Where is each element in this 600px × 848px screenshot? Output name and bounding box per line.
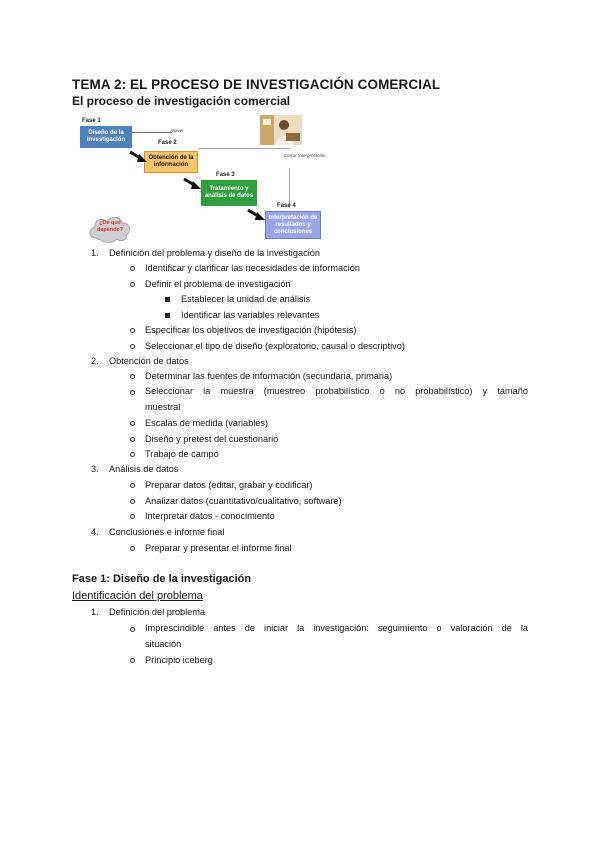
- fase3-box: Tratamiento y análisis de datos: [201, 180, 257, 206]
- outline-subitem: Seleccionar el tipo de diseño (exploratorio, causal o descriptivo): [145, 341, 405, 351]
- outline-number: 3.: [91, 464, 99, 474]
- bullet-circle: [130, 627, 135, 632]
- outline-item: Obtención de datos: [109, 356, 189, 366]
- bullet-circle: [130, 437, 135, 442]
- bullet-circle: [130, 266, 135, 271]
- outline-subitem: Especificar los objetivos de investigación (hipótesis): [145, 325, 357, 335]
- outline-subitem: Trabajo de campo: [145, 449, 219, 459]
- bullet-circle: [130, 344, 135, 349]
- bullet-circle: [130, 421, 135, 426]
- outline-number: 4.: [91, 527, 99, 537]
- bullet-circle: [130, 452, 135, 457]
- connector-line: [132, 132, 172, 133]
- outline-subsubitem: Establecer la unidad de análisis: [181, 294, 311, 304]
- bullet-square: [165, 313, 170, 318]
- section-heading: Fase 1: Diseño de la investigación: [72, 573, 252, 585]
- page-subtitle: El proceso de investigación comercial: [72, 94, 291, 108]
- fase3-label: Fase 3: [216, 172, 235, 178]
- subsection-heading: Identificación del problema: [72, 590, 203, 602]
- bullet-circle: [130, 282, 135, 287]
- fase1-box: Diseño de la investigación: [80, 126, 132, 148]
- outline-subitem: Determinar las fuentes de información (secundaria, primaria): [145, 371, 393, 381]
- fase2-box: Obtención de la información: [144, 151, 198, 173]
- section-item: Definición del problema: [109, 607, 206, 617]
- outline-subitem: Preparar datos (editar, grabar y codificar): [145, 480, 313, 490]
- arrow-icon: [182, 176, 204, 192]
- outline-subitem: Preparar y presentar el informe final: [145, 543, 292, 553]
- bullet-circle: [130, 546, 135, 551]
- outline-item: Análisis de datos: [109, 464, 179, 474]
- bullet-circle: [130, 328, 135, 333]
- outline-item: Definición del problema y diseño de la investigación: [109, 248, 320, 258]
- note-top: Volver: [171, 128, 184, 133]
- outline-subitem-continued: muestral: [145, 402, 181, 412]
- fase2-label: Fase 2: [158, 140, 177, 146]
- arrow-icon: [128, 149, 150, 165]
- cloud-text: ¿De qué depende?: [97, 220, 123, 233]
- process-diagram: [70, 113, 340, 248]
- person-photo-icon: [260, 115, 302, 145]
- outline-number: 2.: [91, 356, 99, 366]
- section-subitem: Imprescindible antes de iniciar la investigación: seguimiento o valoración de la: [145, 623, 528, 633]
- bullet-circle: [130, 514, 135, 519]
- page-title: TEMA 2: EL PROCESO DE INVESTIGACIÓN COMERCIAL: [72, 77, 441, 92]
- bullet-circle: [130, 658, 135, 663]
- section-subitem: Principio iceberg: [145, 655, 213, 665]
- section-number: 1.: [91, 607, 99, 617]
- bullet-circle: [130, 374, 135, 379]
- fase1-label: Fase 1: [82, 118, 101, 124]
- bullet-circle: [130, 499, 135, 504]
- outline-subitem: Diseño y pretest del cuestionario: [145, 434, 279, 444]
- bullet-square: [165, 297, 170, 302]
- outline-subitem: Definir el problema de investigación: [145, 279, 291, 289]
- fase4-box: Interpretación de resultados y conclusiones: [265, 211, 321, 239]
- outline-subitem: Analizar datos (cuantitativo/cualitativo, software): [145, 496, 342, 506]
- fase4-label: Fase 4: [277, 203, 296, 209]
- arrow-icon: [246, 207, 268, 223]
- outline-subitem: Interpretar datos - conocimiento: [145, 511, 275, 521]
- outline-number: 1.: [91, 248, 99, 258]
- outline-item: Conclusiones e informe final: [109, 527, 225, 537]
- outline-subsubitem: Identificar las variables relevantes: [181, 310, 320, 320]
- section-subitem-continued: situación: [145, 639, 182, 649]
- connector-line: [198, 148, 290, 149]
- connector-line: [289, 168, 290, 208]
- note-right: Cerrar Interpretación: [284, 153, 326, 158]
- bullet-circle: [130, 390, 135, 395]
- outline-subitem: Identificar y clarificar las necesidades de información: [145, 263, 360, 273]
- outline-subitem: Escalas de medida (variables): [145, 418, 269, 428]
- bullet-circle: [130, 483, 135, 488]
- outline-subitem: Seleccionar la muestra (muestreo probabilístico o no probabilístico) y tamaño: [145, 386, 528, 396]
